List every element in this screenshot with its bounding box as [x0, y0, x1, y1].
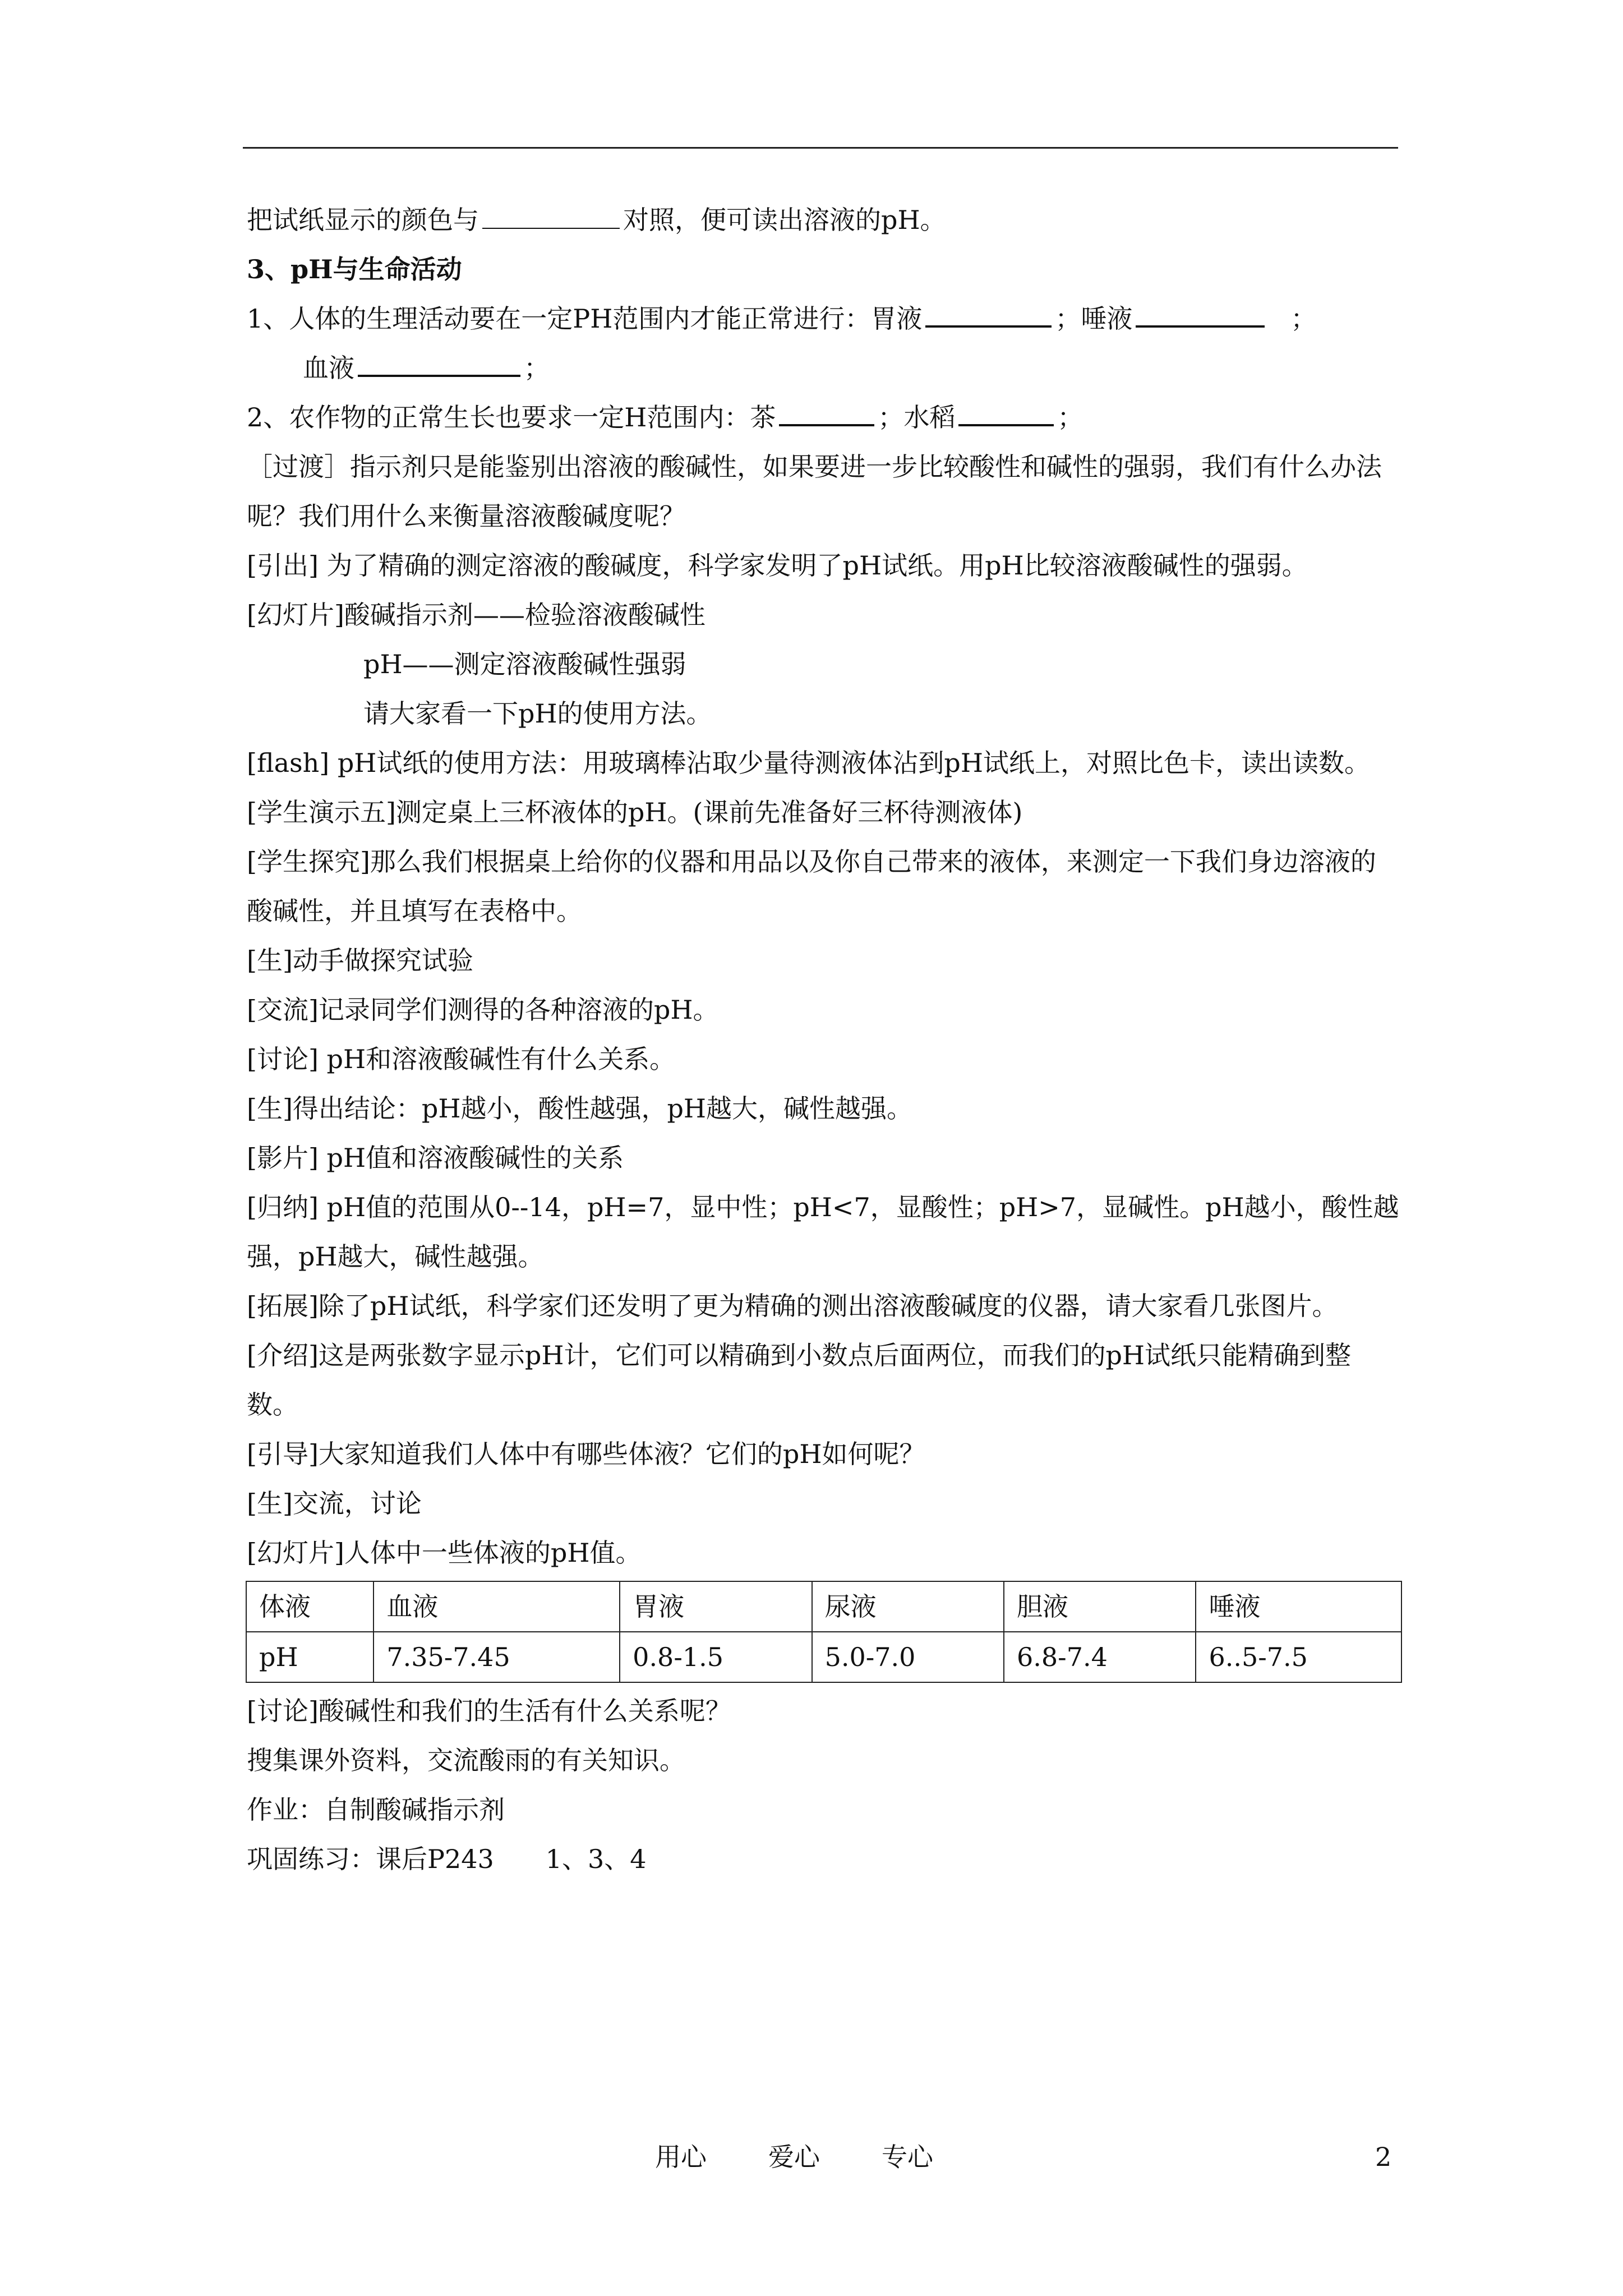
header-rule — [243, 147, 1398, 149]
table-cell: 体液 — [246, 1581, 374, 1632]
table-cell: 5.0-7.0 — [812, 1632, 1004, 1682]
text-line: [讨论] pH和溶液酸碱性有什么关系。 — [247, 1044, 676, 1074]
paragraph: [引出] 为了精确的测定溶液的酸碱度，科学家发明了pH试纸。用pH比较溶液酸碱性的强弱。 — [247, 550, 1308, 581]
text-line: [生]得出结论：pH越小，酸性越强，pH越大，碱性越强。 — [247, 1093, 913, 1124]
text-line: 请大家看一下pH的使用方法。 — [363, 698, 712, 729]
table-header-row — [246, 1581, 1401, 1632]
table-cell: 胃液 — [620, 1581, 811, 1632]
fill-blank — [358, 350, 520, 377]
paragraph: [拓展]除了pH试纸，科学家们还发明了更为精确的测出溶液酸碱度的仪器，请大家看几张图片。 — [247, 1291, 1338, 1321]
text-line — [247, 294, 1399, 343]
text: ；水稻 — [878, 402, 956, 432]
fill-blank — [482, 203, 620, 229]
text: 血液 — [303, 353, 354, 383]
text: ； — [1057, 402, 1083, 432]
table-cell: pH — [246, 1632, 374, 1682]
text-line: [幻灯片]酸碱指示剂——检验溶液酸碱性 — [247, 600, 706, 630]
text-line: pH——测定溶液酸碱性强弱 — [363, 649, 686, 679]
table-row — [246, 1632, 1401, 1682]
text: 2、农作物的正常生长也要求一定H范围内：茶 — [247, 402, 776, 432]
text-line: [学生演示五]测定桌上三杯液体的pH。(课前先准备好三杯待测液体) — [247, 797, 1023, 827]
paragraph: ［过渡］指示剂只是能鉴别出溶液的酸碱性，如果要进一步比较酸性和碱性的强弱，我们有什么办法呢？我们用什么来衡量溶液酸碱度呢？ — [247, 452, 1382, 531]
text: ； — [524, 353, 550, 383]
table-cell: 血液 — [374, 1581, 620, 1632]
text-line: [交流]记录同学们测得的各种溶液的pH。 — [247, 995, 719, 1025]
table-cell: 6..5-7.5 — [1196, 1632, 1401, 1682]
page-body — [247, 195, 1399, 1884]
text-line: [幻灯片]人体中一些体液的pH值。 — [247, 1538, 642, 1568]
ph-table — [246, 1581, 1402, 1683]
table-cell: 唾液 — [1196, 1581, 1401, 1632]
table-cell: 6.8-7.4 — [1004, 1632, 1196, 1682]
text-line: 作业：自制酸碱指示剂 — [247, 1795, 505, 1825]
footer-word: 专心 — [882, 2142, 933, 2172]
paragraph: [学生探究]那么我们根据桌上给你的仪器和用品以及你自己带来的液体，来测定一下我们身边溶液的酸碱性，并且填写在表格中。 — [247, 846, 1376, 926]
table-cell: 0.8-1.5 — [620, 1632, 811, 1682]
text: 1、人体的生理活动要在一定PH范围内才能正常进行：胃液 — [247, 303, 923, 334]
text-line — [247, 195, 1399, 245]
text-line: 搜集课外资料，交流酸雨的有关知识。 — [247, 1745, 685, 1775]
table-cell: 尿液 — [812, 1581, 1004, 1632]
fill-blank — [958, 399, 1054, 426]
text: ；唾液 — [1055, 303, 1133, 334]
text: 对照，便可读出溶液的pH。 — [623, 205, 946, 235]
footer-motto — [655, 2140, 995, 2174]
footer-word: 用心 — [655, 2142, 707, 2172]
paragraph: [介绍]这是两张数字显示pH计，它们可以精确到小数点后面两位，而我们的pH试纸只能精确到整数。 — [247, 1340, 1352, 1420]
text-line: 巩固练习：课后P243 1、3、4 — [247, 1844, 647, 1874]
text-line — [247, 393, 1399, 442]
section-title: 3、pH与生命活动 — [247, 254, 462, 284]
page-number: 2 — [1375, 2142, 1392, 2172]
fill-blank — [1136, 301, 1265, 328]
text-line: [影片] pH值和溶液酸碱性的关系 — [247, 1143, 624, 1173]
paragraph: [归纳] pH值的范围从0--14，pH=7，显中性；pH<7，显酸性；pH>7，显碱性。pH越小，酸性越强，pH越大，碱性越强。 — [247, 1192, 1399, 1272]
table-cell: 7.35-7.45 — [374, 1632, 620, 1682]
fill-blank — [925, 301, 1052, 328]
text-line: [讨论]酸碱性和我们的生活有什么关系呢？ — [247, 1696, 731, 1726]
table-cell: 胆液 — [1004, 1581, 1196, 1632]
text-line: [引导]大家知道我们人体中有哪些体液？它们的pH如何呢？ — [247, 1439, 925, 1469]
paragraph: [flash] pH试纸的使用方法：用玻璃棒沾取少量待测液体沾到pH试纸上，对照比色卡，读出读数。 — [247, 748, 1370, 778]
fill-blank — [779, 399, 874, 426]
text: ； — [1290, 303, 1317, 334]
text-line — [247, 343, 1399, 393]
footer-word: 爱心 — [768, 2142, 820, 2172]
text-line: [生]交流，讨论 — [247, 1488, 422, 1519]
text: 把试纸显示的颜色与 — [247, 205, 479, 235]
text-line: [生]动手做探究试验 — [247, 945, 473, 976]
